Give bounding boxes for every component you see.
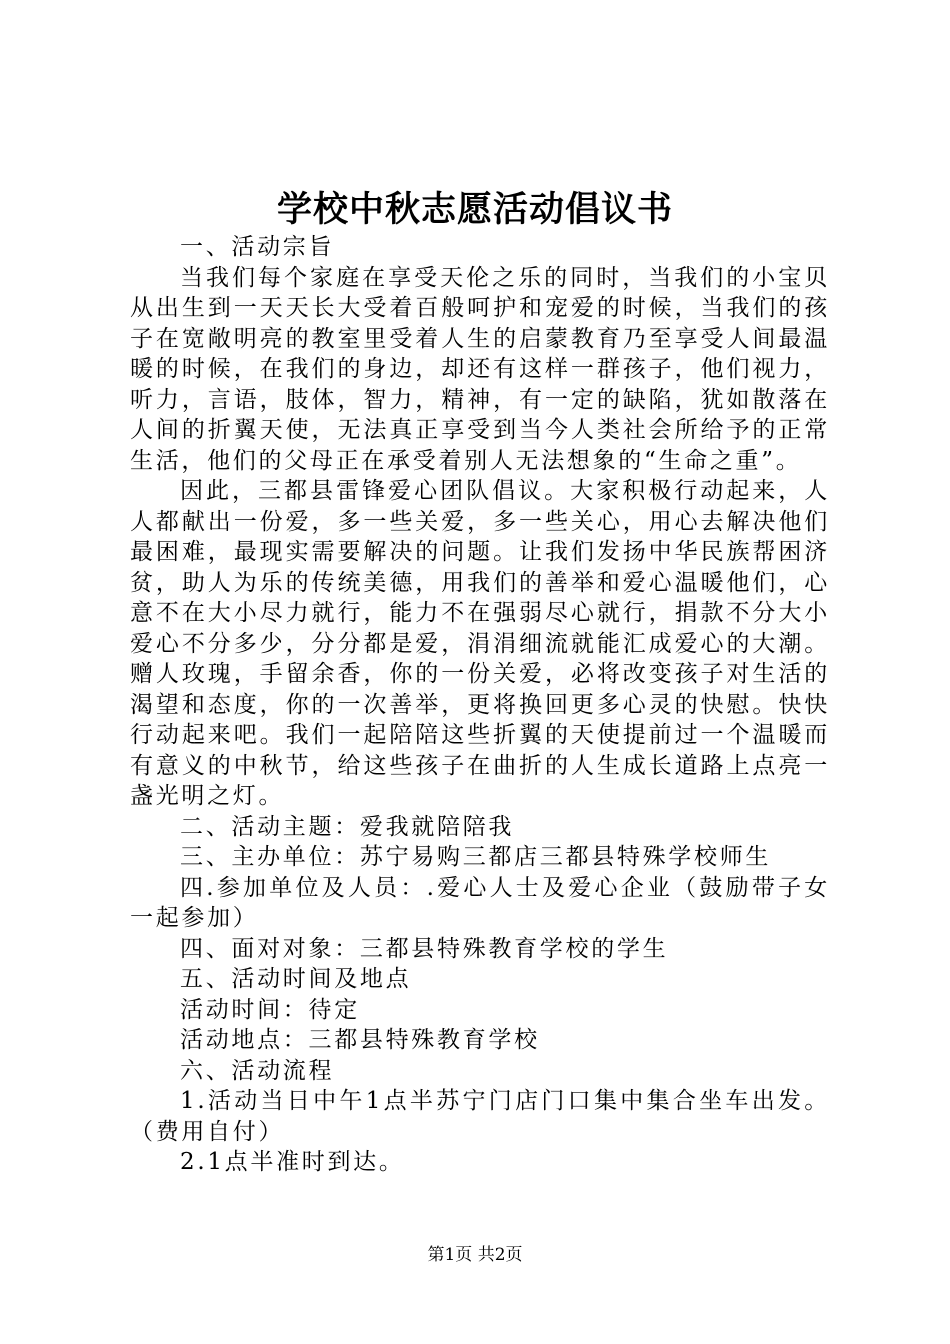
paragraph-purpose-intro: 当我们每个家庭在享受天伦之乐的同时，当我们的小宝贝从出生到一天天长大受着百般呵护和宠爱的时候，当我们的孩子在宽敞明亮的教室里受着人生的启蒙教育乃至享受人间最温暖的时候，在我们的身边，却还有这样一群孩子，他们视力，听力，言语，肢体，智力，精神，有一定的缺陷，犹如散落在人间的折翼天使，无法真正享受到当今人类社会所给予的正常生活，他们的父母正在承受着别人无法想象的“生命之重”。 (130, 264, 830, 474)
activity-time: 活动时间：待定 (180, 996, 360, 1023)
page-number-footer: 第1页 共2页 (427, 1245, 523, 1265)
document-title: 学校中秋志愿活动倡议书 (276, 189, 673, 230)
process-step-1: 1.活动当日中午1点半苏宁门店门口集中集合坐车出发。（费用自付） (130, 1088, 830, 1145)
section-heading-theme: 二、活动主题：爱我就陪陪我 (180, 813, 515, 840)
activity-place: 活动地点：三都县特殊教育学校 (180, 1027, 540, 1053)
section-heading-purpose: 一、活动宗旨 (180, 234, 335, 260)
section-participants: 四.参加单位及人员：.爱心人士及爱心企业（鼓励带子女一起参加） (130, 874, 830, 931)
section-heading-time-place: 五、活动时间及地点 (180, 966, 412, 992)
document-body (130, 232, 830, 1178)
paragraph-initiative: 因此，三都县雷锋爱心团队倡议。大家积极行动起来，人人都献出一份爱，多一些关爱，多一些关心，用心去解决他们最困难，最现实需要解决的问题。让我们发扬中华民族帮困济贫，助人为乐的传统美德，用我们的善举和爱心温暖他们，心意不在大小尽力就行，能力不在强弱尽心就行，捐款不分大小爱心不分多少，分分都是爱，涓涓细流就能汇成爱心的大潮。赠人玫瑰，手留余香，你的一份关爱，必将改变孩子对生活的渴望和态度，你的一次善举，更将换回更多心灵的快慰。快快行动起来吧。我们一起陪陪这些折翼的天使提前过一个温暖而有意义的中秋节，给这些孩子在曲折的人生成长道路上点亮一盏光明之灯。 (130, 478, 830, 809)
section-heading-process: 六、活动流程 (180, 1057, 335, 1084)
process-step-2: 2.1点半准时到达。 (180, 1149, 405, 1175)
section-heading-target: 四、面对对象：三都县特殊教育学校的学生 (180, 935, 669, 962)
section-heading-organizer: 三、主办单位：苏宁易购三都店三都县特殊学校师生 (180, 844, 772, 870)
